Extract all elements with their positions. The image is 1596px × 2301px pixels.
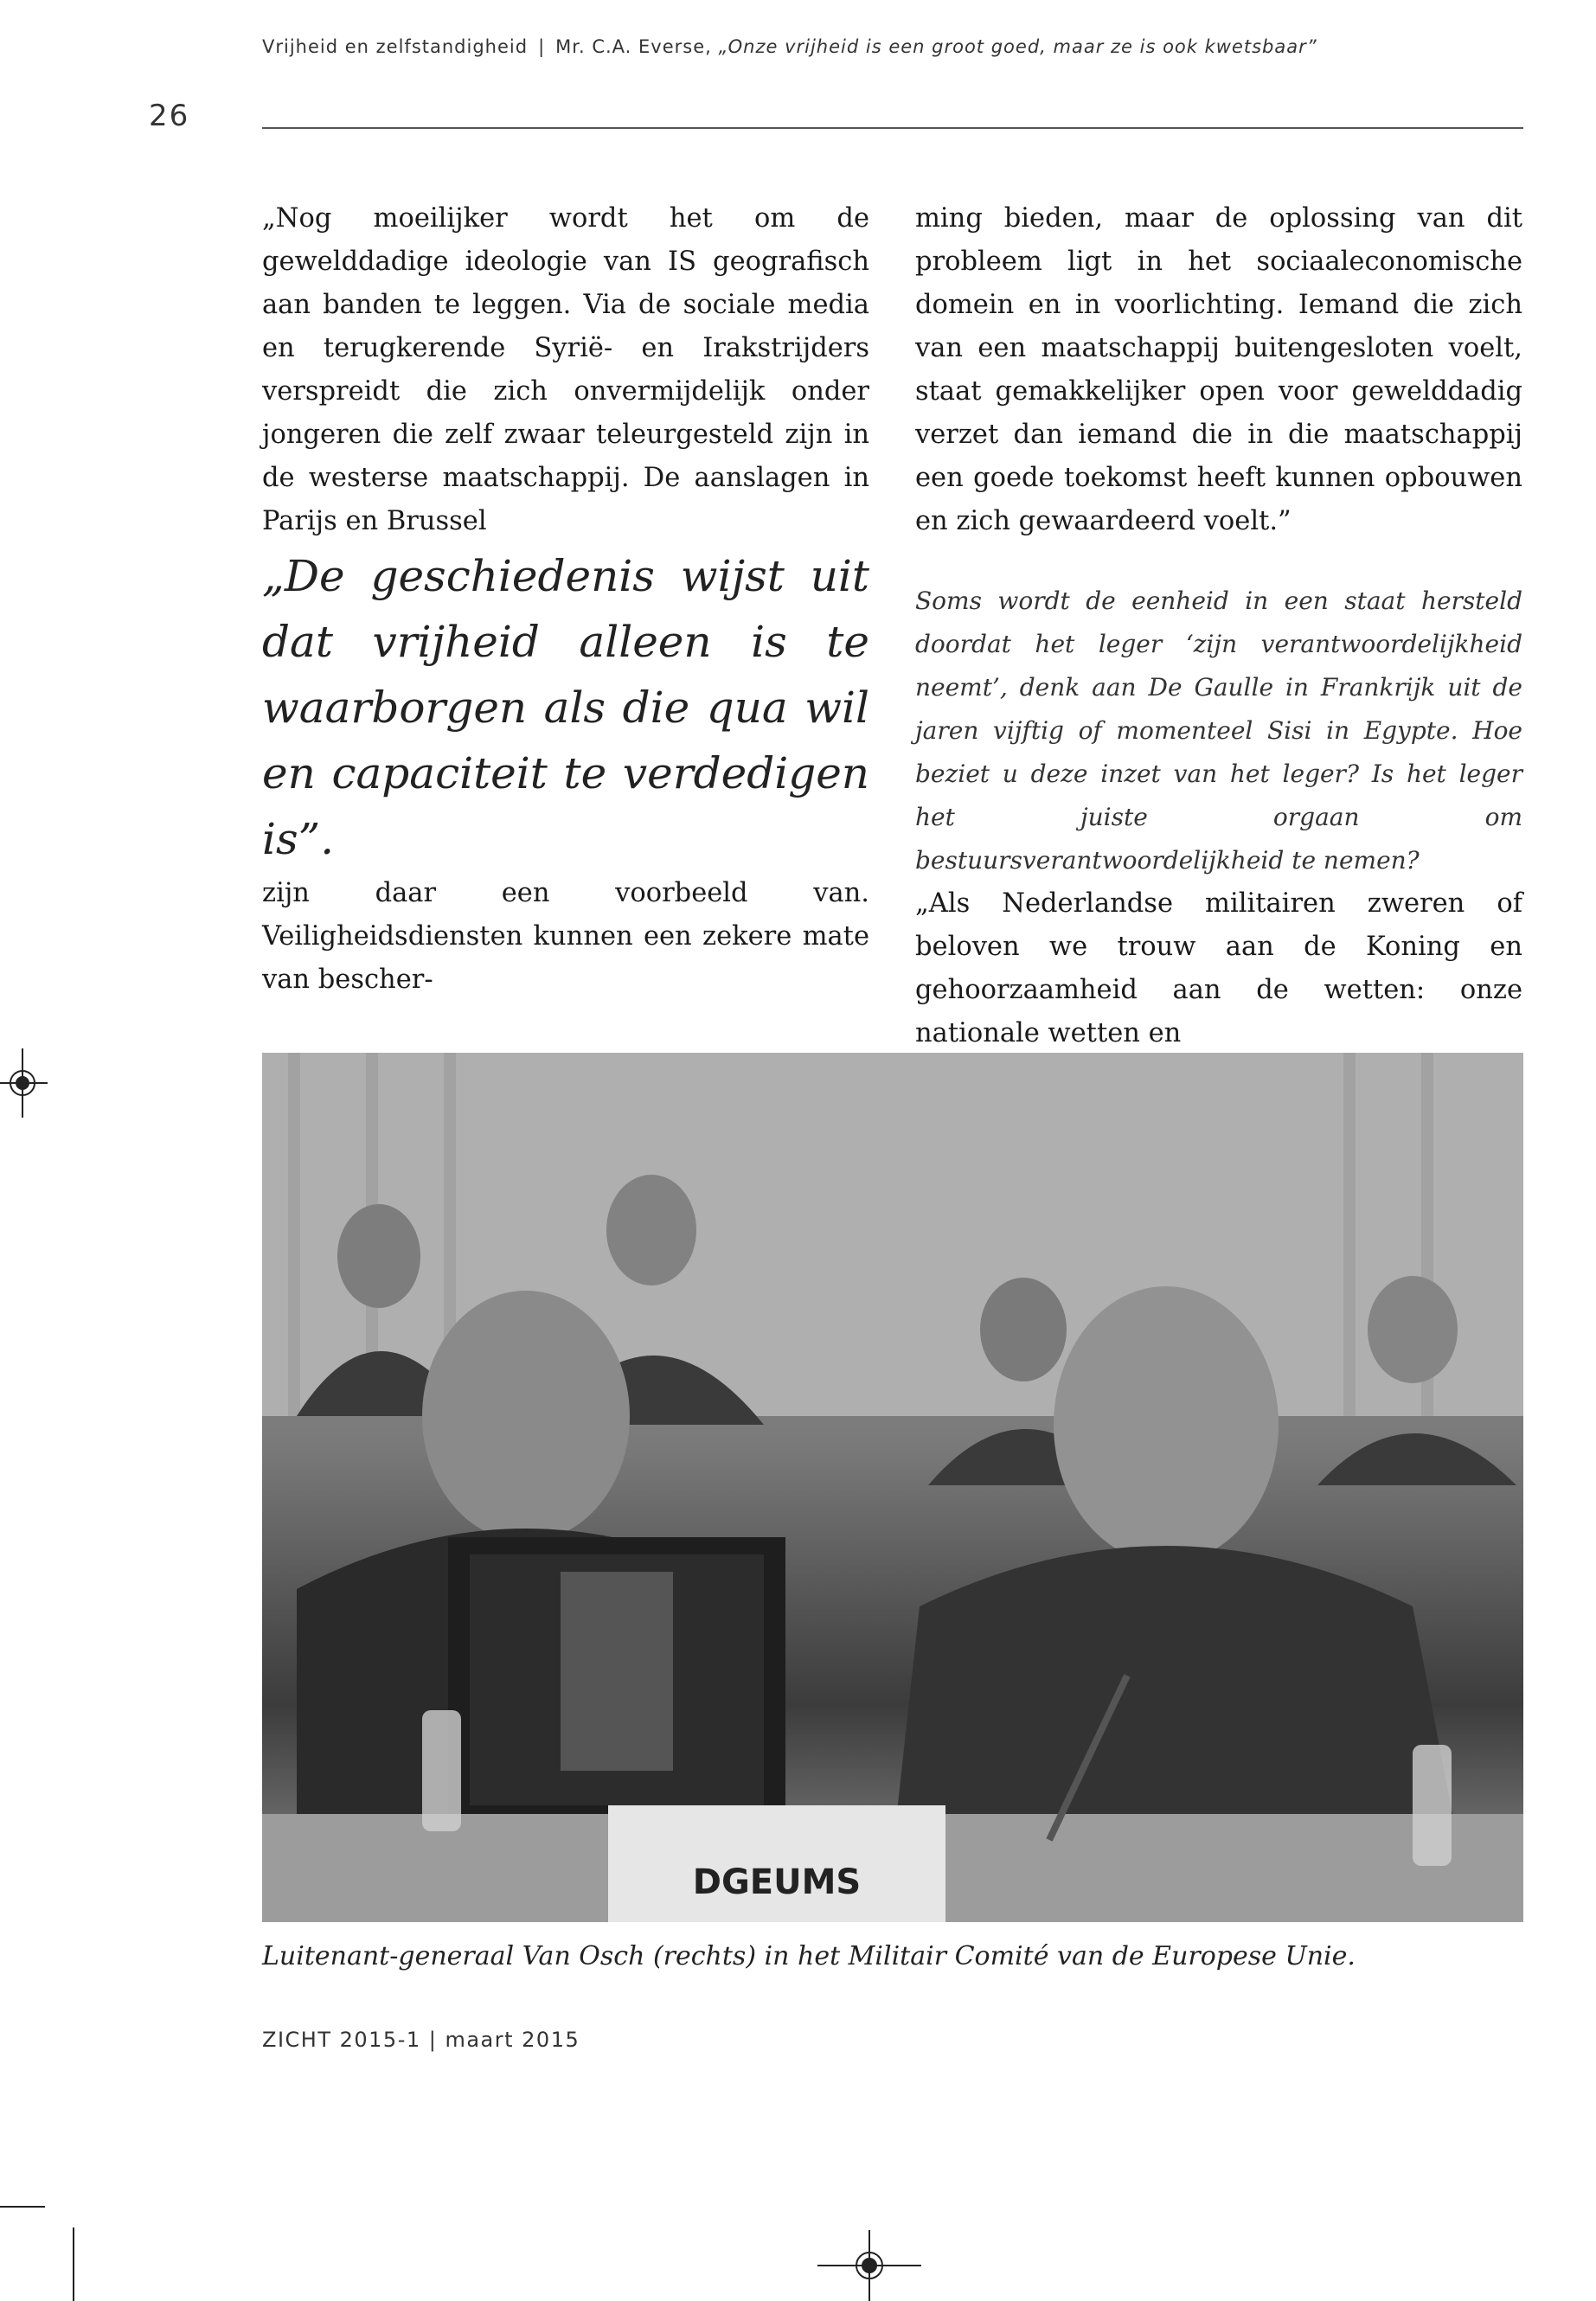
pull-quote: „De geschiedenis wijst uit dat vrijheid alleen is te waarborgen als die qua wil en capaciteit te verdedigen is”. [262, 551, 869, 864]
body-paragraph: „Als Nederlandse militairen zweren of beloven we trouw aan de Koning en gehoorzaamheid aan de wetten: onze nationale wetten en [915, 888, 1522, 1048]
running-header [262, 36, 1317, 57]
body-paragraph: „Nog moeilijker wordt het om de gewelddadige ideologie van IS geografisch aan banden te leggen. Via de sociale media en terugkerende Syrië- en Irakstrijders verspreidt die zich onvermijdelijk onder jongeren die zelf zwaar teleurgesteld zijn in de westerse maatschappij. De aanslagen in Parijs en Brussel [262, 203, 869, 536]
crop-mark-icon [0, 1048, 52, 1118]
right-column [915, 197, 1522, 1055]
trim-line [0, 2206, 45, 2208]
body-paragraph: ming bieden, maar de oplossing van dit probleem ligt in het sociaaleconomische domein en in voorlichting. Iemand die zich van een maatschappij buitengesloten voelt, staat gemakkelijker open voor gewelddadig verzet dan iemand die in die maatschappij een goede toekomst heeft kunnen opbouwen en zich gewaardeerd voelt.” [915, 203, 1522, 536]
body-paragraph: zijn daar een voorbeeld van. Veiligheidsdiensten kunnen een zekere mate van bescher- [262, 878, 869, 995]
interview-question: Soms wordt de eenheid in een staat hersteld doordat het leger ‘zijn verantwoordelijkheid neemt’, denk aan De Gaulle in Frankrijk uit de jaren vijftig of momenteel Sisi in Egypte. Hoe beziet u deze inzet van het leger? Is het leger het juiste orgaan om bestuursverantwoordelijkheid te nemen? [915, 586, 1522, 875]
header-separator: | [538, 36, 546, 57]
header-article-title: „Onze vrijheid is een groot goed, maar ze is ook kwetsbaar” [718, 36, 1317, 57]
trim-line [73, 2227, 74, 2301]
crop-mark-icon [817, 2230, 921, 2301]
photo-caption: Luitenant-generaal Van Osch (rechts) in het Militair Comité van de Europese Unie. [262, 1941, 1356, 1971]
nameplate-label: DGEUMS [692, 1862, 862, 1902]
footer-issue: ZICHT 2015-1 | maart 2015 [262, 2028, 580, 2052]
meeting-photo [262, 1053, 1523, 1922]
left-column [262, 197, 869, 1002]
header-section: Vrijheid en zelfstandigheid [262, 36, 529, 57]
header-rule [262, 127, 1523, 129]
header-author: Mr. C.A. Everse, [555, 36, 712, 57]
page-number: 26 [149, 99, 190, 133]
